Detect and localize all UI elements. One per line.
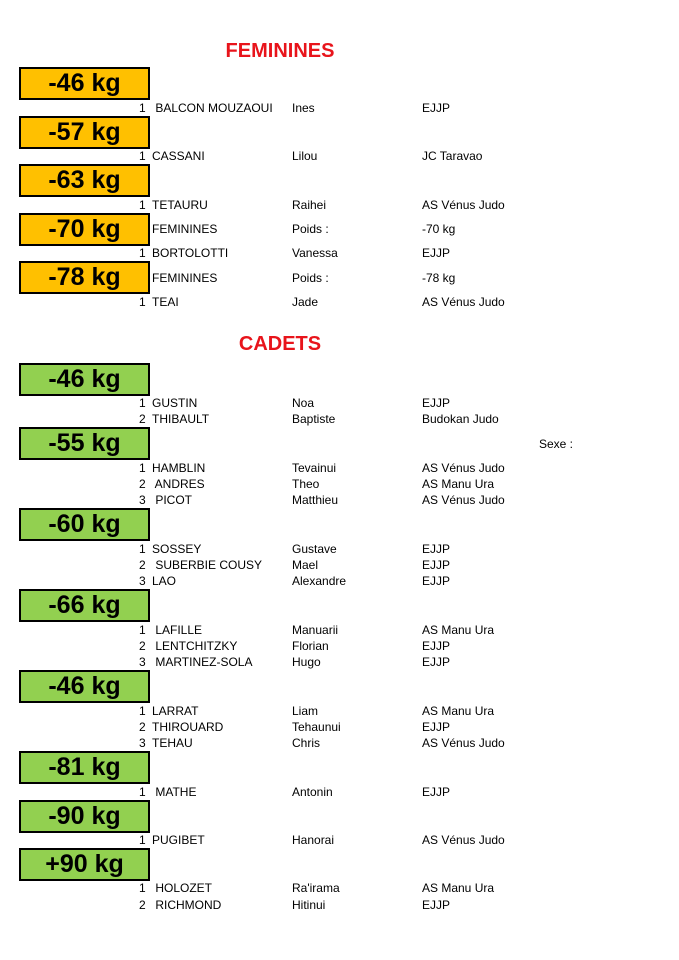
result-row <box>0 492 679 508</box>
result-row <box>0 541 679 557</box>
club: EJJP <box>422 396 451 410</box>
club: EJJP <box>422 101 451 115</box>
result-row <box>0 476 679 492</box>
club: EJJP <box>422 574 451 588</box>
last-name: ANDRES <box>152 477 205 491</box>
first-name: Gustave <box>292 542 337 556</box>
rank: 2 <box>139 720 146 734</box>
result-row <box>0 411 679 427</box>
last-name: PICOT <box>152 493 193 507</box>
club: AS Vénus Judo <box>422 461 505 475</box>
club: EJJP <box>422 542 451 556</box>
first-name: Hitinui <box>292 898 326 912</box>
first-name: Manuarii <box>292 623 339 637</box>
cadets-title: CADETS <box>238 333 322 355</box>
last-name: FEMININES <box>152 222 218 236</box>
club: EJJP <box>422 655 451 669</box>
last-name: HOLOZET <box>152 881 213 895</box>
weight-category-badge: -81 kg <box>19 751 150 784</box>
rank: 1 <box>139 101 146 115</box>
rank: 3 <box>139 574 146 588</box>
club: EJJP <box>422 785 451 799</box>
rank: 1 <box>139 785 146 799</box>
rank: 1 <box>139 295 146 309</box>
last-name: MATHE <box>152 785 197 799</box>
last-name: THIBAULT <box>152 412 210 426</box>
rank: 3 <box>139 736 146 750</box>
last-name: CASSANI <box>152 149 205 163</box>
result-row <box>0 735 679 751</box>
last-name: PUGIBET <box>152 833 205 847</box>
weight-category-badge: -46 kg <box>19 363 150 396</box>
result-row <box>0 148 679 164</box>
club: EJJP <box>422 720 451 734</box>
last-name: BALCON MOUZAOUI <box>152 101 273 115</box>
result-row <box>0 654 679 670</box>
rank: 1 <box>139 198 146 212</box>
rank: 3 <box>139 655 146 669</box>
weight-category-badge: -46 kg <box>19 670 150 703</box>
club: EJJP <box>422 246 451 260</box>
weight-category-badge: -66 kg <box>19 589 150 622</box>
first-name: Tehaunui <box>292 720 341 734</box>
weight-category-badge: +90 kg <box>19 848 150 881</box>
last-name: FEMININES <box>152 271 218 285</box>
last-name: SUBERBIE COUSY <box>152 558 263 572</box>
club: -78 kg <box>422 271 456 285</box>
first-name: Vanessa <box>292 246 338 260</box>
rank: 2 <box>139 558 146 572</box>
rank: 1 <box>139 704 146 718</box>
first-name: Liam <box>292 704 319 718</box>
result-row <box>0 245 679 261</box>
last-name: MARTINEZ-SOLA <box>152 655 253 669</box>
weight-category-badge: -46 kg <box>19 67 150 100</box>
result-row <box>0 395 679 411</box>
last-name: LENTCHITZKY <box>152 639 238 653</box>
result-row <box>0 270 679 286</box>
club: EJJP <box>422 558 451 572</box>
weight-category-badge: -70 kg <box>19 213 150 246</box>
last-name: TEHAU <box>152 736 193 750</box>
first-name: Poids : <box>292 271 329 285</box>
result-row <box>0 703 679 719</box>
result-row <box>0 880 679 896</box>
last-name: TETAURU <box>152 198 208 212</box>
club: AS Manu Ura <box>422 881 495 895</box>
result-row <box>0 294 679 310</box>
first-name: Jade <box>292 295 319 309</box>
rank: 1 <box>139 396 146 410</box>
first-name: Theo <box>292 477 320 491</box>
club: -70 kg <box>422 222 456 236</box>
club: AS Vénus Judo <box>422 833 505 847</box>
rank: 1 <box>139 623 146 637</box>
first-name: Chris <box>292 736 321 750</box>
first-name: Lilou <box>292 149 318 163</box>
result-row <box>0 897 679 913</box>
club: AS Vénus Judo <box>422 295 505 309</box>
club: EJJP <box>422 898 451 912</box>
first-name: Florian <box>292 639 329 653</box>
weight-category-badge: -78 kg <box>19 261 150 294</box>
result-row <box>0 197 679 213</box>
club: Budokan Judo <box>422 412 499 426</box>
club: AS Vénus Judo <box>422 493 505 507</box>
first-name: Antonin <box>292 785 333 799</box>
result-row <box>0 638 679 654</box>
result-row <box>0 622 679 638</box>
first-name: Baptiste <box>292 412 336 426</box>
first-name: Hugo <box>292 655 321 669</box>
result-row <box>0 557 679 573</box>
result-row <box>0 719 679 735</box>
rank: 1 <box>139 833 146 847</box>
last-name: LAFILLE <box>152 623 203 637</box>
last-name: THIROUARD <box>152 720 224 734</box>
first-name: Mael <box>292 558 319 572</box>
club: AS Vénus Judo <box>422 736 505 750</box>
weight-category-badge: -90 kg <box>19 800 150 833</box>
rank: 2 <box>139 477 146 491</box>
last-name: LARRAT <box>152 704 199 718</box>
last-name: LAO <box>152 574 177 588</box>
first-name: Poids : <box>292 222 329 236</box>
last-name: TEAI <box>152 295 179 309</box>
club: AS Vénus Judo <box>422 198 505 212</box>
rank: 1 <box>139 149 146 163</box>
weight-category-badge: -63 kg <box>19 164 150 197</box>
first-name: Hanorai <box>292 833 335 847</box>
rank: 1 <box>139 246 146 260</box>
club: AS Manu Ura <box>422 704 495 718</box>
first-name: Noa <box>292 396 315 410</box>
sexe-label: Sexe : <box>539 437 574 451</box>
weight-category-badge: -55 kg <box>19 427 150 460</box>
last-name: BORTOLOTTI <box>152 246 229 260</box>
result-row <box>0 100 679 116</box>
rank: 1 <box>139 461 146 475</box>
last-name: SOSSEY <box>152 542 202 556</box>
club: AS Manu Ura <box>422 623 495 637</box>
feminines-title: FEMININES <box>225 40 335 62</box>
result-row <box>0 460 679 476</box>
result-row <box>0 784 679 800</box>
weight-category-badge: -60 kg <box>19 508 150 541</box>
first-name: Ra'irama <box>292 881 340 895</box>
weight-category-badge: -57 kg <box>19 116 150 149</box>
rank: 3 <box>139 493 146 507</box>
first-name: Raihei <box>292 198 327 212</box>
last-name: HAMBLIN <box>152 461 206 475</box>
first-name: Matthieu <box>292 493 339 507</box>
first-name: Alexandre <box>292 574 347 588</box>
result-row <box>0 573 679 589</box>
rank: 2 <box>139 639 146 653</box>
rank: 1 <box>139 542 146 556</box>
result-row <box>0 221 679 237</box>
club: EJJP <box>422 639 451 653</box>
first-name: Tevainui <box>292 461 337 475</box>
last-name: RICHMOND <box>152 898 222 912</box>
first-name: Ines <box>292 101 315 115</box>
club: JC Taravao <box>422 149 483 163</box>
rank: 2 <box>139 898 146 912</box>
club: AS Manu Ura <box>422 477 495 491</box>
rank: 1 <box>139 881 146 895</box>
result-row <box>0 832 679 848</box>
rank: 2 <box>139 412 146 426</box>
last-name: GUSTIN <box>152 396 198 410</box>
